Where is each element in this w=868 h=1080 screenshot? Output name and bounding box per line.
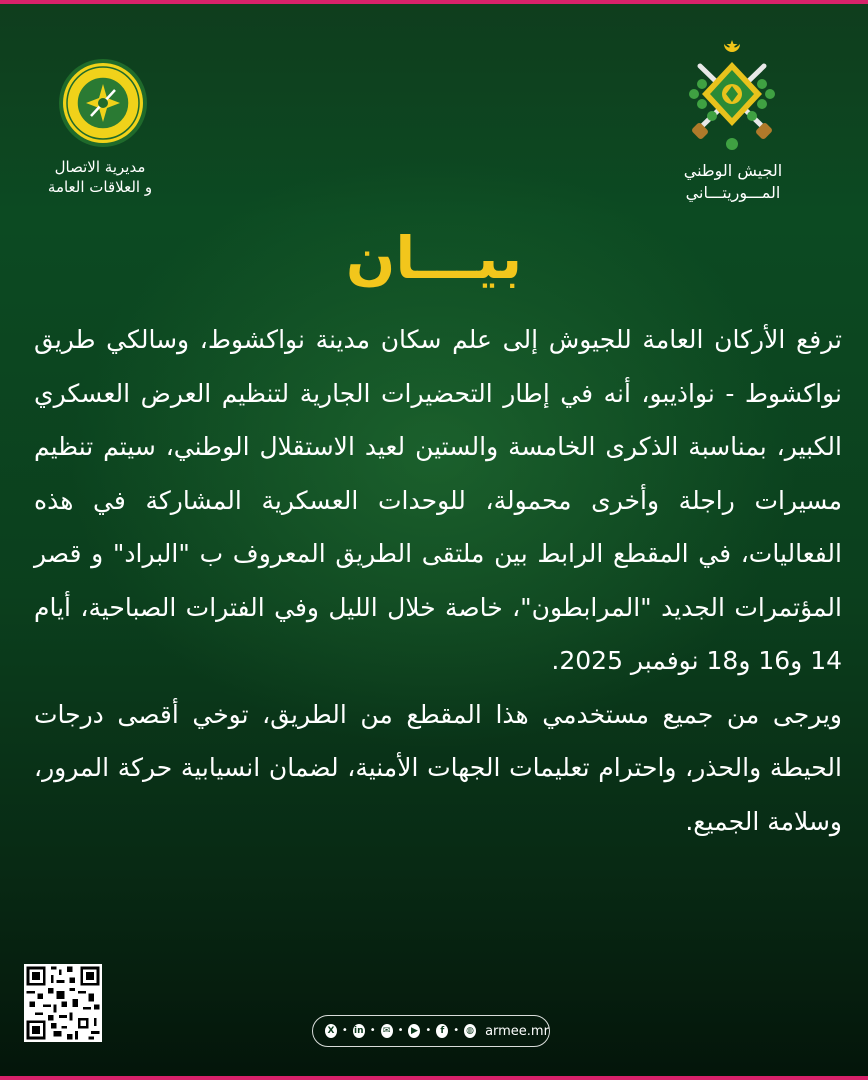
army-name-line1: الجيش الوطني — [683, 161, 783, 180]
qr-code[interactable] — [24, 964, 102, 1042]
mail-icon[interactable]: ✉ — [381, 1024, 393, 1038]
separator-dot: • — [425, 1025, 432, 1036]
separator-dot: • — [453, 1025, 460, 1036]
separator-dot: • — [341, 1025, 348, 1036]
x-icon[interactable]: X — [325, 1024, 337, 1038]
website-link[interactable]: armee.mr — [485, 1023, 549, 1039]
army-name — [660, 160, 806, 204]
statement-paragraph-1: ترفع الأركان العامة للجيوش إلى علم سكان مدينة نواكشوط، وسالكي طريق نواكشوط - نواذيبو، أنه في إطار التحضيرات الجارية لتنظيم العرض العسكري الكبير، بمناسبة الذكرى الخامسة والستين لعيد الاستقلال الوطني، سيتم تنظيم مسيرات راجلة وأخرى محمولة، للوحدات العسكرية المشاركة في هذه الفعاليات، في المقطع الرابط بين ملتقى الطريق المعروف ب "البراد" و قصر المؤتمرات الجديد "المرابطون"، خاصة خلال الليل وفي الفترات الصباحية، أيام 14 و16 و18 نوفمبر 2025. — [34, 325, 842, 675]
social-links-bar — [312, 1015, 550, 1047]
linkedin-icon[interactable]: in — [353, 1024, 365, 1038]
directorate-name-line1: مديرية الاتصال — [54, 158, 146, 176]
statement-body — [34, 313, 842, 848]
bottom-border — [0, 1076, 868, 1080]
youtube-icon[interactable]: ▶ — [408, 1024, 420, 1038]
directorate-name-line2: و العلاقات العامة — [47, 178, 153, 196]
top-border — [0, 0, 868, 4]
army-emblem-icon — [680, 36, 784, 156]
directorate-emblem-icon — [58, 58, 148, 148]
globe-icon[interactable]: ◍ — [464, 1024, 476, 1038]
separator-dot: • — [397, 1025, 404, 1036]
directorate-name — [20, 157, 180, 197]
statement-title: بيـــان — [345, 224, 523, 292]
facebook-icon[interactable]: f — [436, 1024, 448, 1038]
statement-paragraph-2: ويرجى من جميع مستخدمي هذا المقطع من الطريق، توخي أقصى درجات الحيطة والحذر، واحترام تعليمات الجهات الأمنية، لضمان انسيابية حركة المرور، وسلامة الجميع. — [34, 699, 842, 836]
separator-dot: • — [369, 1025, 376, 1036]
army-name-line2: المـــوريتـــاني — [685, 183, 781, 202]
